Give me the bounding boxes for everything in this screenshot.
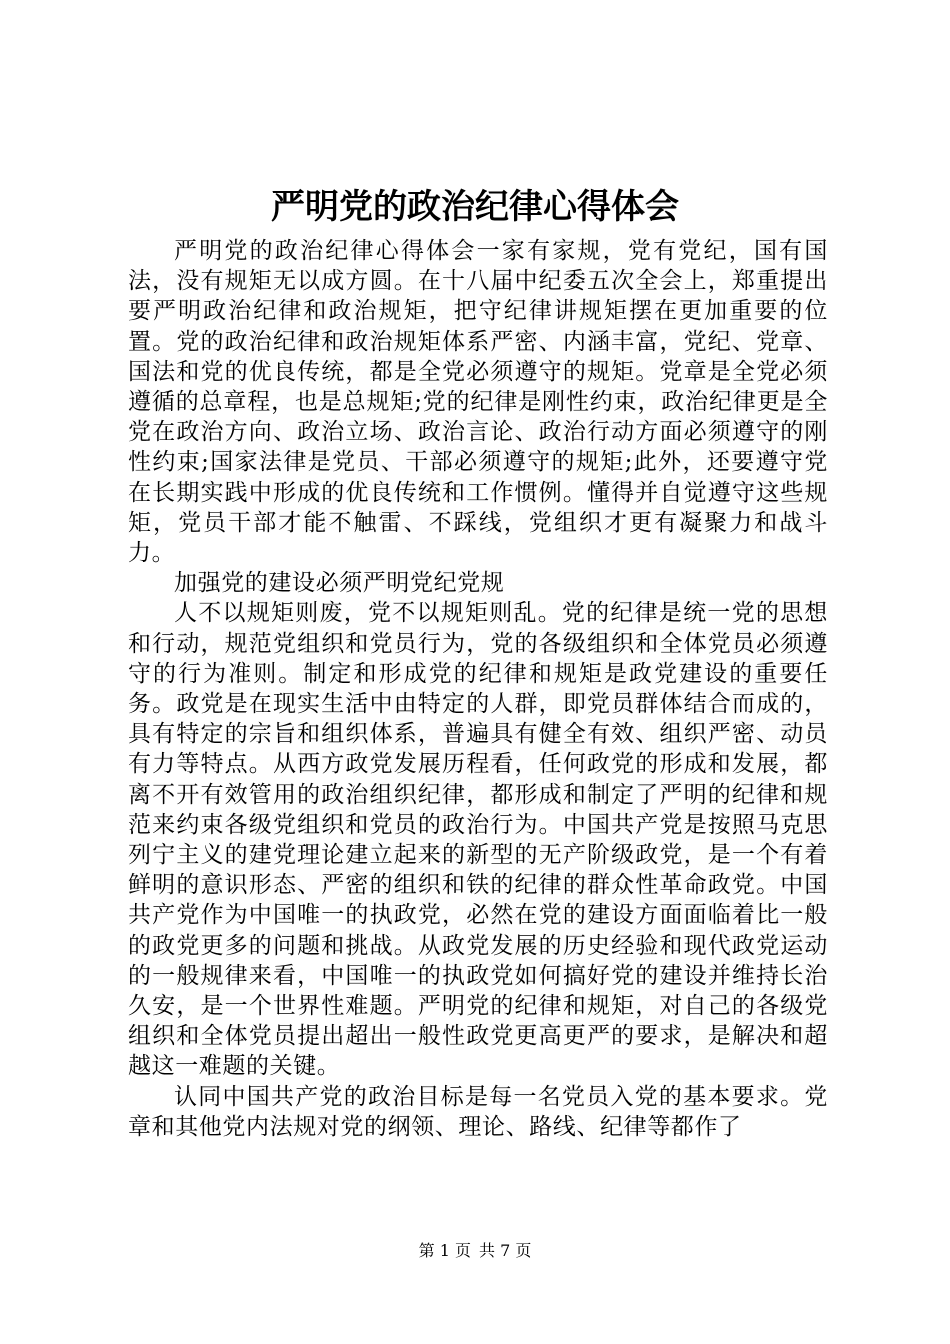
document-body [128, 236, 828, 1142]
page-total: 共 7 页 [479, 1241, 532, 1260]
page-number: 第 1 页 [418, 1241, 471, 1260]
document-title: 严明党的政治纪律心得体会 [271, 187, 679, 227]
section-heading: 加强党的建设必须严明党纪党规 [174, 570, 505, 597]
page-footer [0, 1240, 950, 1262]
paragraph: 严明党的政治纪律心得体会一家有家规，党有党纪，国有国法，没有规矩无以成方圆。在十八届中纪委五次全会上，郑重提出要严明政治纪律和政治规矩，把守纪律讲规矩摆在更加重要的位置。党的政治纪律和政治规矩体系严密、内涵丰富，党纪、党章、国法和党的优良传统，都是全党必须遵守的规矩。党章是全党必须遵循的总章程，也是总规矩;党的纪律是刚性约束，政治纪律更是全党在政治方向、政治立场、政治言论、政治行动方面必须遵守的刚性约束;国家法律是党员、干部必须遵守的规矩;此外，还要遵守党在长期实践中形成的优良传统和工作惯例。懂得并自觉遵守这些规矩，党员干部才能不触雷、不踩线，党组织才更有凝聚力和战斗力。 [128, 238, 828, 567]
paragraph: 人不以规矩则废，党不以规矩则乱。党的纪律是统一党的思想和行动，规范党组织和党员行为，党的各级组织和全体党员必须遵守的行为准则。制定和形成党的纪律和规矩是政党建设的重要任务。政党是在现实生活中由特定的人群，即党员群体结合而成的，具有特定的宗旨和组织体系，普遍具有健全有效、组织严密、动员有力等特点。从西方政党发展历程看，任何政党的形成和发展，都离不开有效管用的政治组织纪律，都形成和制定了严明的纪律和规范来约束各级党组织和党员的政治行为。中国共产党是按照马克思列宁主义的建党理论建立起来的新型的无产阶级政党，是一个有着鲜明的意识形态、严密的组织和铁的纪律的群众性革命政党。中国共产党作为中国唯一的执政党，必然在党的建设方面面临着比一般的政党更多的问题和挑战。从政党发展的历史经验和现代政党运动的一般规律来看，中国唯一的执政党如何搞好党的建设并维持长治久安，是一个世界性难题。严明党的纪律和规矩，对自己的各级党组织和全体党员提出超出一般性政党更高更严的要求，是解决和超越这一难题的关键。 [128, 600, 828, 1080]
paragraph: 认同中国共产党的政治目标是每一名党员入党的基本要求。党章和其他党内法规对党的纲领、理论、路线、纪律等都作了 [128, 1083, 828, 1140]
